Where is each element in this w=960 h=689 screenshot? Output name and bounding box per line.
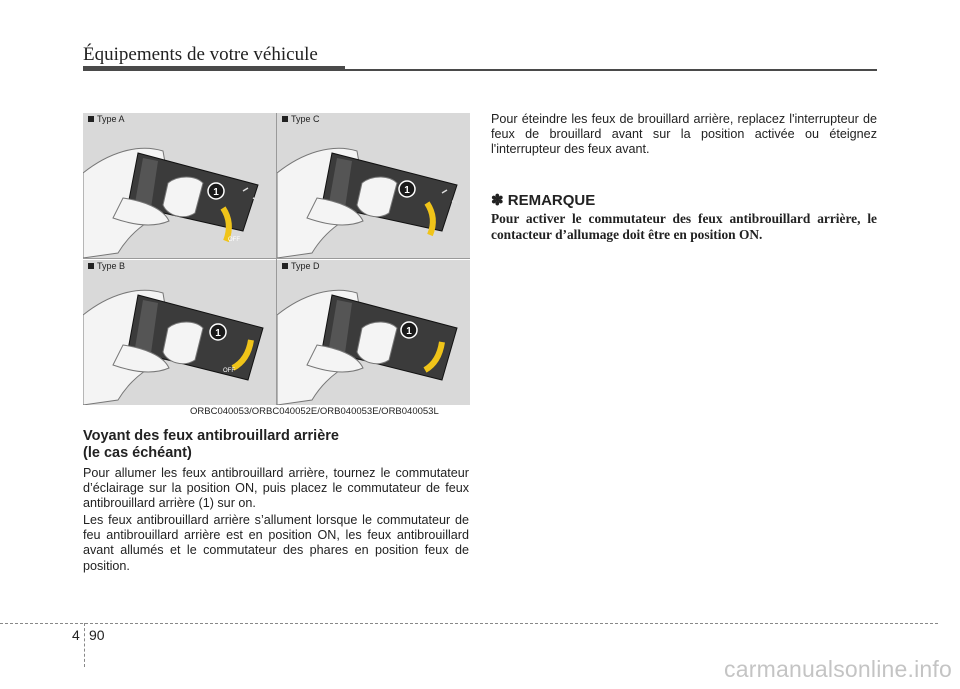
svg-text:1: 1: [404, 185, 410, 196]
paragraph-2: Les feux antibrouillard arrière s’allument lorsque le commutateur de feu antibrouillard arrière est en position ON, les feux antibrouillard avant allumés et le commutateur des phares en position feux de position.: [83, 513, 469, 573]
footer-divider: [84, 623, 85, 667]
panel-type-b: [83, 260, 276, 405]
column2-paragraph: Pour éteindre les feux de brouillard arrière, replacez l'interrupteur de feux de brouillard avant sur la position activée ou éteignez l'interrupteur des feux avant.: [491, 112, 877, 157]
panel-label-type-d: Type D: [282, 261, 320, 271]
figure-divider-vertical: [276, 113, 277, 405]
page-header-title: Équipements de votre véhicule: [83, 44, 318, 65]
panel-label-type-a: Type A: [88, 114, 125, 124]
header-rule-thick: [83, 66, 345, 71]
footer-rule: [0, 623, 938, 624]
footer-section-number: 4: [72, 627, 80, 643]
figure-divider-horizontal: [83, 258, 470, 259]
stalk-illustration-b: [83, 260, 276, 405]
remarque-title: ✽ REMARQUE: [491, 192, 596, 209]
watermark: carmanualsonline.info: [724, 656, 952, 682]
stalk-illustration-c: [277, 113, 470, 258]
panel-label-type-c: Type C: [282, 114, 320, 124]
svg-text:OFF: OFF: [228, 237, 240, 243]
panel-type-c: [277, 113, 470, 258]
svg-text:OFF: OFF: [223, 368, 235, 374]
panel-type-d: [277, 260, 470, 405]
svg-text:1: 1: [406, 326, 412, 337]
remarque-body: Pour activer le commutateur des feux antibrouillard arrière, le contacteur d’allumage doit être en position ON.: [491, 211, 877, 242]
figure-caption: ORBC040053/ORBC040052E/ORB040053E/ORB040053L: [190, 406, 439, 417]
footer-page-number: 90: [89, 627, 105, 643]
panel-label-type-b: Type B: [88, 261, 125, 271]
header-rule-thin: [345, 69, 877, 71]
panel-type-a: [83, 113, 276, 258]
stalk-illustration-a: [83, 113, 276, 258]
section-heading: Voyant des feux antibrouillard arrière (le cas échéant): [83, 428, 339, 461]
stalk-switch-figure: [83, 113, 470, 405]
paragraph-1: Pour allumer les feux antibrouillard arrière, tournez le commutateur d’éclairage sur la position ON, puis placez le commutateur de feux antibrouillard arrière (1) sur on.: [83, 466, 469, 511]
svg-text:1: 1: [215, 328, 221, 339]
stalk-illustration-d: [277, 260, 470, 405]
svg-text:1: 1: [213, 187, 219, 198]
